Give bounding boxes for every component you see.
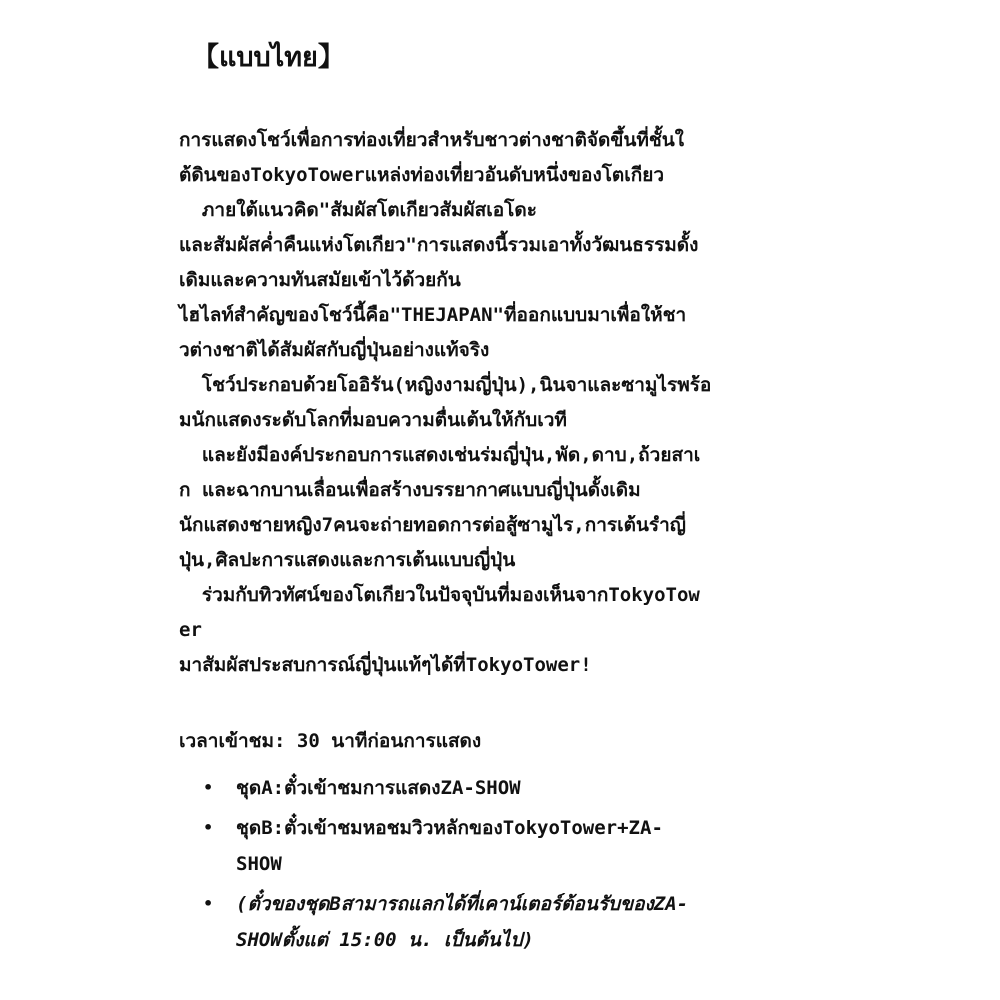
paragraph-line: มาสัมผัสประสบการณ์ญี่ปุ่นแท้ๆได้ที่TokyoTower! xyxy=(179,654,592,676)
paragraph-line: er xyxy=(179,619,202,641)
list-item-text: • (ตั๋วของชุดBสามารถแลกได้ที่เคาน์เตอร์ต้อนรับของZA- xyxy=(236,893,689,915)
list-item-text: SHOWตั้งแต่ 15:00 น. เป็นต้นไป) xyxy=(236,929,534,951)
paragraph-line: ไฮไลท์สำคัญของโชว์นี้คือ"THEJAPAN"ที่ออกแบบมาเพื่อให้ชา xyxy=(179,304,687,326)
paragraph-line: นักแสดงชายหญิง7คนจะถ่ายทอดการต่อสู้ซามูไร,การเต้นรำญี่ xyxy=(179,514,686,536)
paragraph-line: การแสดงโชว์เพื่อการท่องเที่ยวสำหรับชาวต่างชาติจัดขึ้นที่ชั้นใ xyxy=(179,129,685,151)
paragraph-line: เดิมและความทันสมัยเข้าไว้ด้วยกัน xyxy=(179,269,461,291)
paragraph-line: มนักแสดงระดับโลกที่มอบความตื่นเต้นให้กับเวที xyxy=(179,409,567,431)
list-item xyxy=(203,886,688,958)
list-item xyxy=(203,770,688,806)
list-item-text: • ชุดB:ตั๋วเข้าชมหอชมวิวหลักของTokyoTower+ZA- xyxy=(236,817,663,839)
list-item-text: • ชุดA:ตั๋วเข้าชมการแสดงZA-SHOW xyxy=(236,777,521,799)
list-item xyxy=(203,810,688,882)
admission-time: เวลาเข้าชม: 30 นาทีก่อนการแสดง xyxy=(179,730,482,752)
paragraph-line: วต่างชาติได้สัมผัสกับญี่ปุ่นอย่างแท้จริง xyxy=(179,339,490,361)
paragraph-line: ปุ่น,ศิลปะการแสดงและการเต้นแบบญี่ปุ่น xyxy=(179,549,516,571)
paragraph-line: ต้ดินของTokyoTowerแหล่งท่องเที่ยวอันดับหนึ่งของโตเกียว xyxy=(179,164,665,186)
paragraph-line: โชว์ประกอบด้วยโออิรัน(หญิงงามญี่ปุ่น),นินจาและซามูไรพร้อ xyxy=(179,374,712,396)
paragraph-line: และสัมผัสค่ำคืนแห่งโตเกียว"การแสดงนี้รวมเอาทั้งวัฒนธรรมดั้ง xyxy=(179,234,699,256)
paragraph-line: และยังมีองค์ประกอบการแสดงเช่นร่มญี่ปุ่น,พัด,ดาบ,ถ้วยสาเ xyxy=(179,444,701,466)
paragraph-line: ร่วมกับทิวทัศน์ของโตเกียวในปัจจุบันที่มองเห็นจากTokyoTow xyxy=(179,584,700,606)
list-item-text: SHOW xyxy=(236,853,282,875)
description-paragraph xyxy=(179,123,839,683)
page-heading: 【แบบไทย】 xyxy=(192,42,345,73)
ticket-list xyxy=(203,770,688,958)
paragraph-line: ภายใต้แนวคิด"สัมผัสโตเกียวสัมผัสเอโดะ xyxy=(179,199,537,221)
paragraph-line: ก และฉากบานเลื่อนเพื่อสร้างบรรยากาศแบบญี่ปุ่นดั้งเดิม xyxy=(179,479,641,501)
